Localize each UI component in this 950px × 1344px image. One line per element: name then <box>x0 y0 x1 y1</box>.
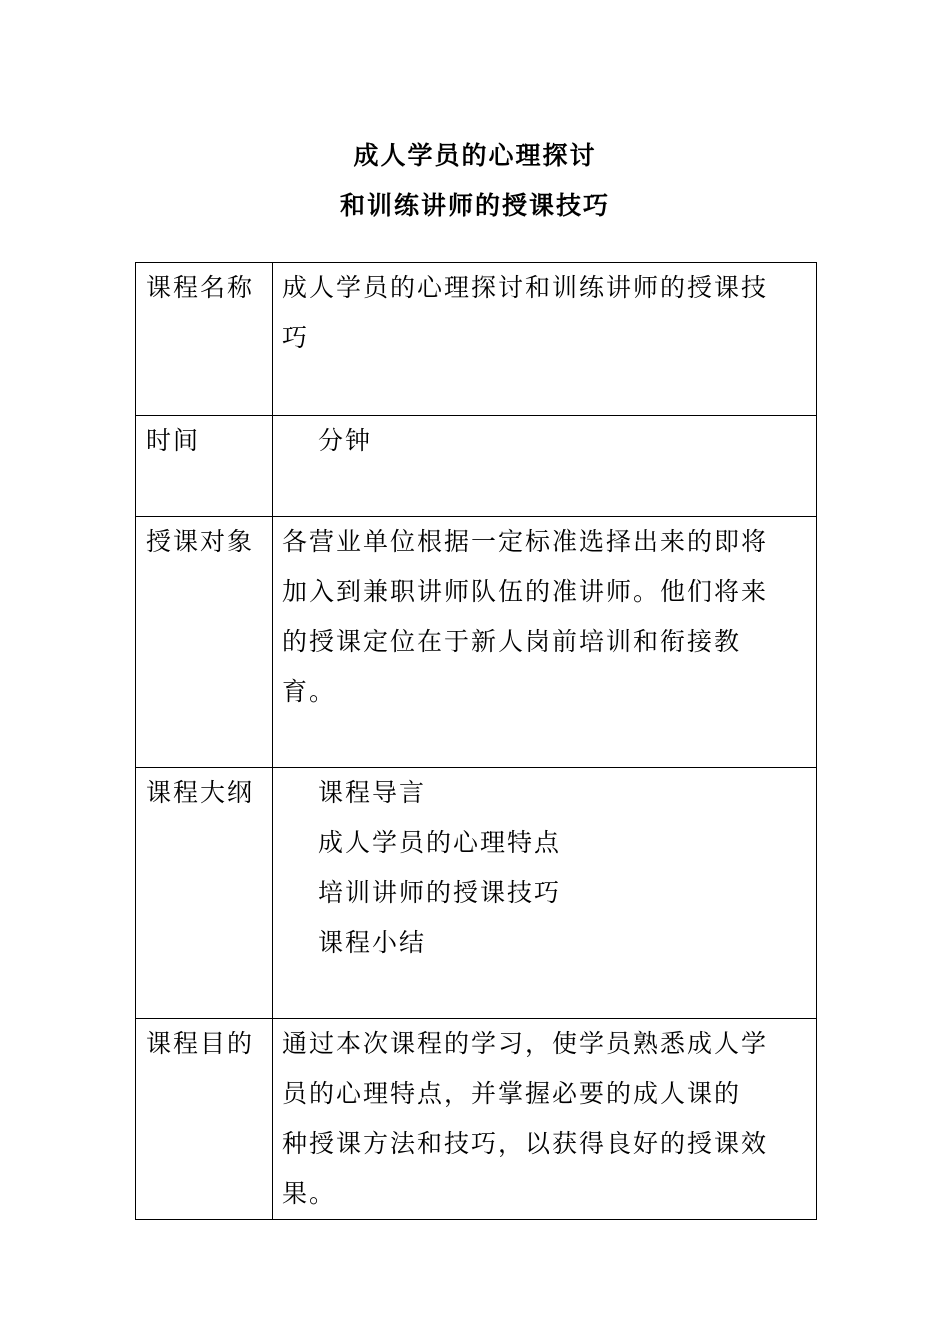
outline-item: 课程导言 <box>318 778 427 807</box>
time-cell <box>273 416 817 517</box>
table-row-outline <box>136 768 817 1019</box>
course-name-line-2: 巧 <box>282 323 310 352</box>
objective-line-4: 果。 <box>282 1179 337 1208</box>
table-row-audience <box>136 517 817 768</box>
objective-label: 课程目的 <box>136 1019 273 1220</box>
course-name-value <box>273 263 817 416</box>
outline-label: 课程大纲 <box>136 768 273 1019</box>
table-row-course-name <box>136 263 817 416</box>
audience-line-2: 加入到兼职讲师队伍的准讲师。他们将来 <box>282 577 769 606</box>
time-value: 分钟 <box>318 426 373 455</box>
audience-line-3: 的授课定位在于新人岗前培训和衔接教 <box>282 627 742 656</box>
objective-line-2: 员的心理特点，并掌握必要的成人课的 <box>282 1079 742 1108</box>
audience-line-1: 各营业单位根据一定标准选择出来的即将 <box>282 527 769 556</box>
course-name-label: 课程名称 <box>136 263 273 416</box>
table-row-time <box>136 416 817 517</box>
audience-value <box>273 517 817 768</box>
table-row-objective <box>136 1019 817 1220</box>
time-label: 时间 <box>136 416 273 517</box>
outline-item: 成人学员的心理特点 <box>318 828 562 857</box>
outline-list <box>273 768 817 1019</box>
objective-value <box>273 1019 817 1220</box>
document-title-line-1: 成人学员的心理探讨 <box>353 141 597 170</box>
course-name-line-1: 成人学员的心理探讨和训练讲师的授课技 <box>282 273 769 302</box>
objective-line-3: 种授课方法和技巧，以获得良好的授课效 <box>282 1129 769 1158</box>
document-title-line-2: 和训练讲师的授课技巧 <box>339 191 610 220</box>
outline-item: 课程小结 <box>318 928 427 957</box>
course-info-table <box>135 262 817 1220</box>
audience-line-4: 育。 <box>282 677 337 706</box>
audience-label: 授课对象 <box>136 517 273 768</box>
outline-item: 培训讲师的授课技巧 <box>318 878 562 907</box>
objective-line-1: 通过本次课程的学习，使学员熟悉成人学 <box>282 1029 769 1058</box>
